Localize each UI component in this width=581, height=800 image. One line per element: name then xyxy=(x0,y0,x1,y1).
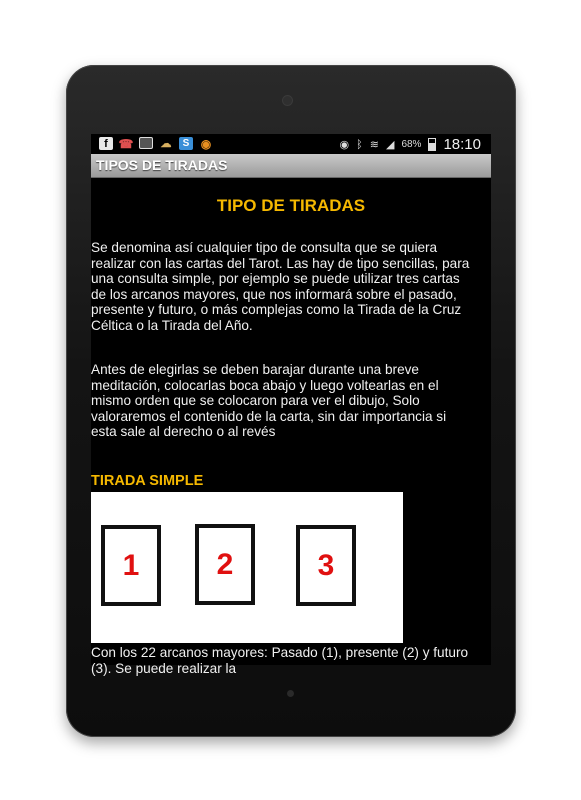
battery-percent: 68% xyxy=(401,139,422,150)
card-3 xyxy=(296,525,356,606)
skype-icon: S xyxy=(179,137,193,150)
card-number: 1 xyxy=(122,548,140,582)
section-heading: TIRADA SIMPLE xyxy=(91,473,204,489)
paragraph-instructions: Antes de elegirlas se deben barajar durante una breve meditación, colocarlas boca abajo y luego voltearlas en el mismo orden que se colocaron para ver el dibujo, Solo valoraremos el contenido de la carta, sin dar importancia si esta sale al derecho o al revés xyxy=(91,362,447,440)
eye-icon: ◉ xyxy=(339,139,350,151)
bluetooth-icon: ᛒ xyxy=(356,138,363,151)
orange-app-icon: ◉ xyxy=(200,136,212,151)
card-1 xyxy=(101,525,161,606)
card-2 xyxy=(195,524,255,605)
battery-icon xyxy=(428,138,436,151)
signal-icon: ◢ xyxy=(385,139,395,151)
notification-icons xyxy=(99,137,213,150)
facebook-icon: f xyxy=(99,137,113,150)
front-camera xyxy=(283,96,292,105)
home-sensor xyxy=(287,690,294,697)
wifi-icon: ≋ xyxy=(369,139,379,151)
screen xyxy=(91,134,491,676)
weather-icon: ☁ xyxy=(160,138,172,150)
status-bar xyxy=(91,134,491,154)
card-number: 2 xyxy=(216,547,234,581)
system-icons xyxy=(340,136,481,153)
paragraph-intro: Se denomina así cualquier tipo de consulta que se quiera realizar con las cartas del Tarot. Las hay de tipo sencillas, para una consulta simple, por ejemplo se puede utilizar tres cartas de los arcanos mayores, que nos informará sobre el pasado, presente y futuro, o más complejas como la Tirada de la Cruz Céltica o la Tirada del Año. xyxy=(91,240,470,333)
paragraph-simple-spread: Con los 22 arcanos mayores: Pasado (1), presente (2) y futuro (3). Se puede realizar la xyxy=(91,645,469,676)
page-heading: TIPO DE TIRADAS xyxy=(216,196,366,215)
app-title-bar xyxy=(91,154,491,178)
app-title: TIPOS DE TIRADAS xyxy=(96,157,228,173)
card-number: 3 xyxy=(317,548,335,582)
clock: 18:10 xyxy=(443,136,481,153)
cards-illustration xyxy=(91,492,403,643)
image-icon xyxy=(139,137,153,149)
missed-call-icon: ☎ xyxy=(118,136,134,151)
